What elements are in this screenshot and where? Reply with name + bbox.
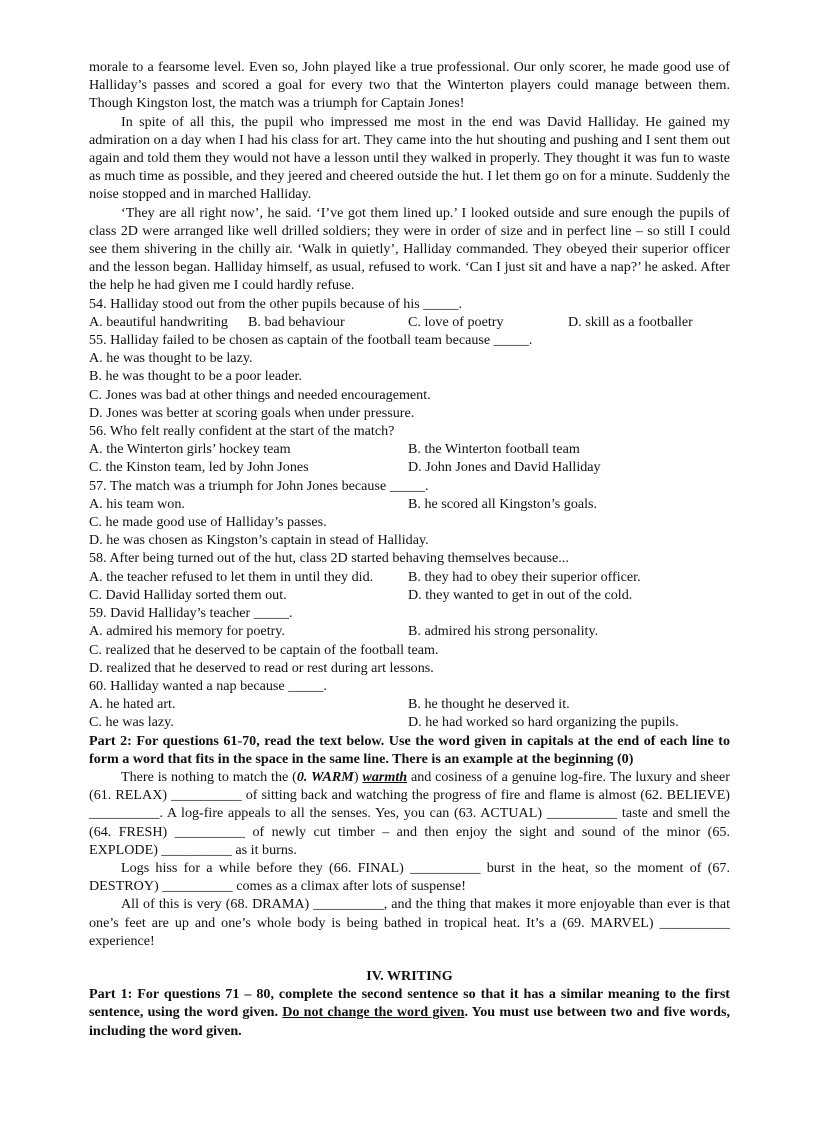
question-55-stem: 55. Halliday failed to be chosen as captain of the football team because _____. <box>89 332 533 349</box>
option-c: C. Jones was bad at other things and needed encouragement. <box>89 386 431 403</box>
option-b: B. he thought he deserved it. <box>408 696 570 713</box>
option-d: D. skill as a footballer <box>568 313 693 330</box>
question-59-options-row <box>89 622 730 640</box>
question-57-options-row <box>89 495 730 513</box>
question-60-stem: 60. Halliday wanted a nap because _____. <box>89 677 327 694</box>
instruction-text: Part 1: For questions 71 – 80, complete the second sentence so that it has a similar meaning to the first sentence, using the word given. <box>89 986 730 1021</box>
question-60-options-row <box>89 713 730 731</box>
part2-paragraph-1 <box>89 768 730 859</box>
document-page <box>89 58 730 1040</box>
option-d: D. realized that he deserved to read or rest during art lessons. <box>89 659 434 676</box>
option-b: B. he scored all Kingston’s goals. <box>408 495 598 512</box>
question-54-options <box>89 313 730 331</box>
question-54-stem: 54. Halliday stood out from the other pupils because of his _____. <box>89 295 463 312</box>
question-56-options-row <box>89 440 730 458</box>
option-a: A. the teacher refused to let them in until they did. <box>89 568 374 585</box>
option-b: B. they had to obey their superior officer. <box>408 568 641 585</box>
option-b: B. he was thought to be a poor leader. <box>89 368 302 385</box>
question-58-options-row <box>89 586 730 604</box>
example-paren: ) <box>353 768 359 785</box>
part2-paragraph-2: Logs hiss for a while before they (66. FINAL) __________ burst in the heat, so the moment of (67. DESTROY) __________ comes as a climax after lots of suspense! <box>89 859 730 895</box>
example-word: 0. WARM <box>296 768 354 785</box>
option-a: A. his team won. <box>89 495 185 512</box>
question-56-options-row <box>89 458 730 476</box>
option-b: B. the Winterton football team <box>408 441 580 458</box>
option-c: C. David Halliday sorted them out. <box>89 586 287 603</box>
option-a: A. admired his memory for poetry. <box>89 623 285 640</box>
option-d: D. Jones was better at scoring goals when under pressure. <box>89 404 415 421</box>
option-d: D. he was chosen as Kingston’s captain in stead of Halliday. <box>89 532 429 549</box>
option-c: C. love of poetry <box>408 313 504 330</box>
instruction-underlined: Do not change the word given <box>282 1004 465 1021</box>
option-a: A. he hated art. <box>89 696 176 713</box>
question-59-stem: 59. David Halliday’s teacher _____. <box>89 605 293 622</box>
part2-instruction: Part 2: For questions 61-70, read the text below. Use the word given in capitals at the end of each line to form a word that fits in the space in the same line. There is an example at the beginning (0) <box>89 732 730 767</box>
question-56-stem: 56. Who felt really confident at the start of the match? <box>89 423 395 440</box>
question-60-options-row <box>89 695 730 713</box>
option-c: C. he was lazy. <box>89 714 174 731</box>
writing-part1-instruction <box>89 985 730 1040</box>
option-b: B. bad behaviour <box>248 313 345 330</box>
option-c: C. the Kinston team, led by John Jones <box>89 459 309 476</box>
option-a: A. beautiful handwriting <box>89 313 228 330</box>
instruction-text: . You must use between two and five words, including the word given. <box>89 1004 730 1039</box>
option-b: B. admired his strong personality. <box>408 623 599 640</box>
part2-text: and cosiness of a genuine log-fire. The luxury and sheer (61. RELAX) __________ of sitting back and watching the progress of fire and flame is almost (62. BELIEVE) __________. A log-fire appeals to all the senses. Yes, you can (63. ACTUAL) __________ taste and smell the (64. FRESH) __________ of newly cut timber – and then enjoy the sight and sound of the minor (65. EXPLODE) __________ as it burns. <box>89 768 730 858</box>
option-c: C. he made good use of Halliday’s passes. <box>89 514 327 531</box>
passage-paragraph: In spite of all this, the pupil who impressed me most in the end was David Halliday. He gained my admiration on a day when I had his class for art. They came into the hut shouting and pushing and I sent them out again and told them they would not have a lesson until they walked in properly. They thought it was fun to waste as much time as possible, and they jeered and cheered outside the hut. I let them go on for a minute. Suddenly the noise stopped and in marched Halliday. <box>89 113 730 203</box>
part2-text: There is nothing to match the ( <box>121 768 297 785</box>
question-58-stem: 58. After being turned out of the hut, class 2D started behaving themselves because... <box>89 550 569 567</box>
question-58-options-row <box>89 568 730 586</box>
option-a: A. the Winterton girls’ hockey team <box>89 441 291 458</box>
example-answer: warmth <box>362 768 408 785</box>
option-d: D. John Jones and David Halliday <box>408 459 601 476</box>
option-a: A. he was thought to be lazy. <box>89 350 253 367</box>
option-c: C. realized that he deserved to be captain of the football team. <box>89 641 439 658</box>
option-d: D. he had worked so hard organizing the pupils. <box>408 714 679 731</box>
part2-paragraph-3: All of this is very (68. DRAMA) __________, and the thing that makes it more enjoyable than ever is that one’s feet are up and one’s whole body is being bathed in tropical heat. It’s a (69. MARVEL) __________ experience! <box>89 896 730 949</box>
passage-paragraph: ‘They are all right now’, he said. ‘I’ve got them lined up.’ I looked outside and sure enough the pupils of class 2D were arranged like well drilled soldiers; they were in order of size and in perfect line – so still I could see them shivering in the chilly air. ‘Walk in quietly’, Halliday commanded. They obeyed their superior officer and the lesson began. Halliday himself, as usual, refused to work. ‘Can I just sit and have a nap?’ he asked. After the help he had given me I could hardly refuse. <box>89 204 730 294</box>
option-d: D. they wanted to get in out of the cold. <box>408 586 633 603</box>
passage-paragraph: morale to a fearsome level. Even so, John played like a true professional. Our only scorer, he made good use of Halliday’s passes and scored a goal for every two that the Winterton players could manage between them. Though Kingston lost, the match was a triumph for Captain Jones! <box>89 59 730 112</box>
section-heading-writing: IV. WRITING <box>366 967 453 984</box>
question-57-stem: 57. The match was a triumph for John Jones because _____. <box>89 477 429 494</box>
